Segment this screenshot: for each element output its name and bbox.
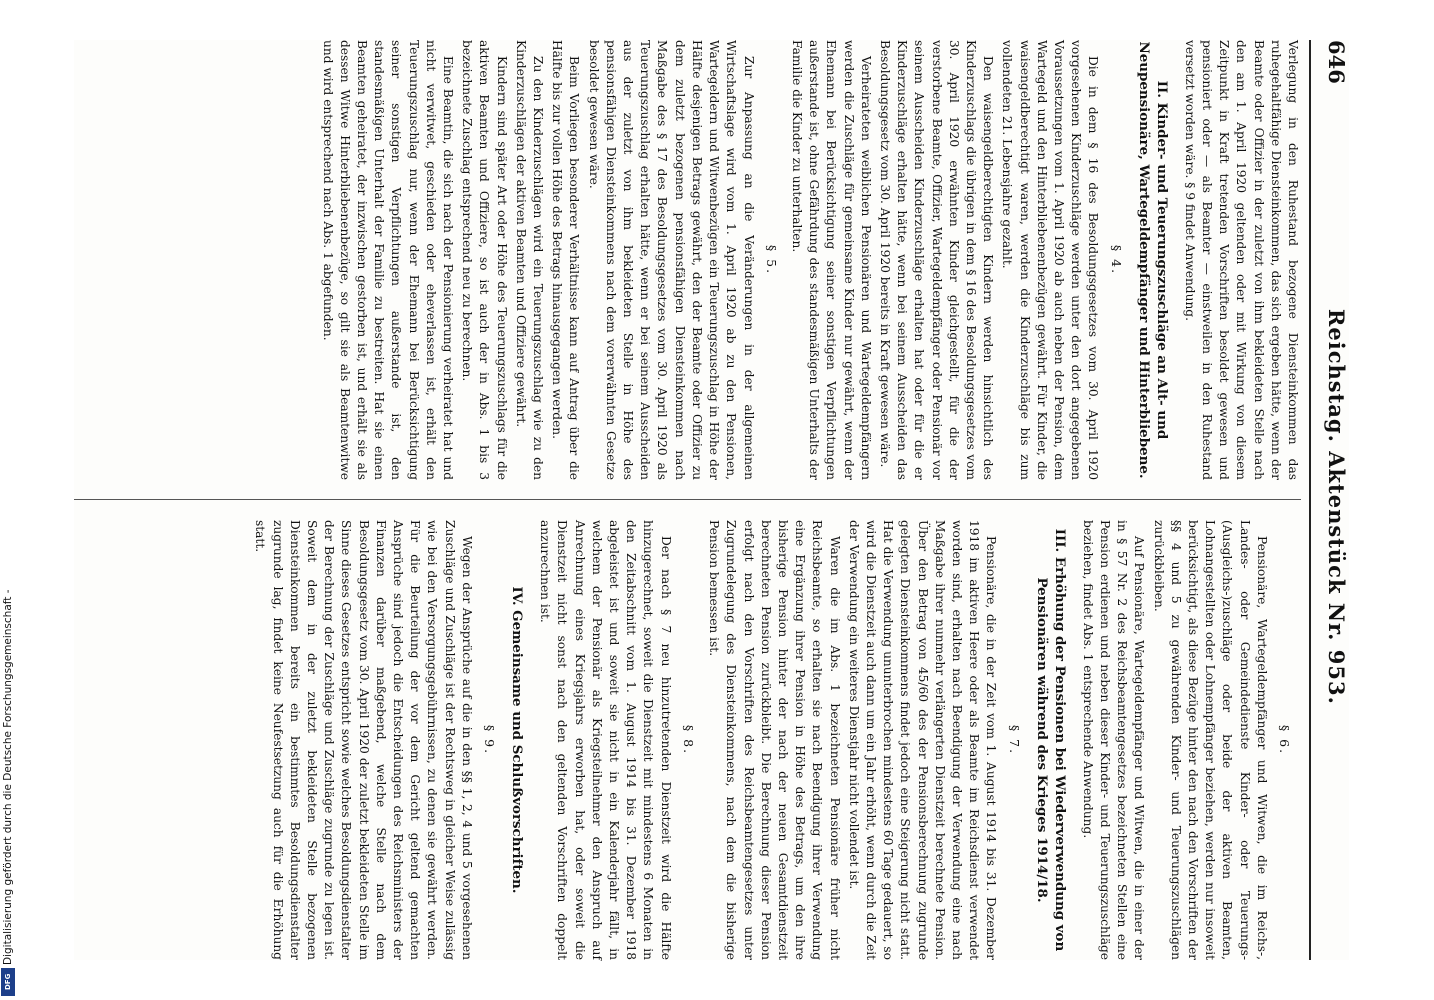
paragraph: Zu den Kinderzuschlägen wird ein Teuerungszuschlag wie zu den Kinderzuschlägen der aktiven Beamten und Offiziere gewährt. [513, 40, 546, 480]
paragraph-number: § 7. [1006, 724, 1022, 756]
paragraph: Wegen der Ansprüche auf die in den §§ 1, 2, 4 und 5 vorgesehenen Zuschläge und Zuschläge ist der Rechtsweg in gleicher Weise zulässig wie bei den Versorgungsgebührnissen, zu denen sie gewährt werden. Für die Beurteilung der vor dem Gericht geltend gemachten Ansprüche sind jedoch die Entscheidungen des Reichsministers der Finanzen darüber maßgebend, welche Stelle nach dem Besoldungsgesetz vom 30. April 1920 der zuletzt bekleideten Stelle im Sinne dieses Gesetzes entspricht sowie welches Besoldungsdienstalter der Berechnung der Zuschläge und Zuschläge zugrunde zu legen ist. Soweit dem in der zuletzt bekleideten Stelle bezogenen Diensteinkommen bereits ein bestimmtes Besoldungsdienstalter zugrunde lag, findet keine Neufestsetzung auch für die Erhöhung statt. [253, 520, 474, 960]
paragraph-number: § 5. [763, 244, 779, 276]
paragraph: Zur Anpassung an die Veränderungen in der allgemeinen Wirtschaftslage wird vom 1. April 1920 ab zu den Pensionen, Wartegeldern und Witwenbezügen ein Teuerungszuschlag in Höhe der Hälfte desjenigen Betrags gewährt, den der Beamte oder Offizier zu dem zuletzt bezogenen pensionsfähigen Diensteinkommen nach Maßgabe des § 17 des Besoldungsgesetzes vom 30. April 1920 als Teuerungszuschlag erhalten hätte, wenn er bei seinem Ausscheiden aus der zuletzt von ihm bekleideten Stelle in Höhe des pensionsfähigen Diensteinkommens nach dem vorerwähnten Gesetze besoldet gewesen wäre. [586, 40, 756, 480]
digitization-credit: Digitalisierung gefördert durch die Deutsche Forschungsgemeinschaft - [2, 589, 14, 965]
section-heading: II. Kinder- und Teuerungszuschläge an Alt- und Neupensionäre, Wartegeldempfänger und Hinterbliebene. [1135, 41, 1170, 479]
paragraph: Kindern sind später Art oder Höhe des Teuerungszuschlags für die aktiven Beamten und Offiziere, so ist auch der in Abs. 1 bis 3 bezeichnete Zuschlag entsprechend neu zu berechnen. [460, 40, 509, 480]
header-rule [1309, 40, 1311, 960]
paragraph: Die in dem § 16 des Besoldungsgesetzes vom 30. April 1920 vorgesehenen Kinderzuschläge werden unter den dort angegebenen Voraussetzungen vom 1. April 1920 ab auch neben der Pension, dem Wartegeld und den Hinterbliebenenbezügen gewährt. Für Kinder, die waisengeldberechtigt waren, werden die Kinderzuschläge bis zum vollendeten 21. Lebensjahre gezahlt. [1000, 40, 1101, 480]
paragraph: Pensionäre, Wartegeldempfänger und Witwen, die im Reichs-, Landes- oder Gemeindedienste Kinder- oder Teuerungs-(Ausgleichs-)zuschläge oder beide der aktiven Beamten, Lohnangestellten oder Lohnempfänger beziehen, werden nur insoweit berücksichtigt, als diese Bezüge hinter den nach den Vorschriften der §§ 4 und 5 zu gewährenden Kinder- und Teuerungszuschlägen zurückbleiben. [1151, 520, 1269, 960]
paragraph: Pensionäre, die in der Zeit vom 1. August 1914 bis 31. Dezember 1918 im aktiven Heere oder als Beamte im Reichsdienst verwendet worden sind, erhalten nach Beendigung der Verwendung eine nach Maßgabe ihrer nunmehr verlängerten Dienstzeit berechnete Pension. Über den Betrag von 45/60 des der Pensionsberechnung zugrunde gelegten Diensteinkommens findet jedoch eine Steigerung nicht statt. Hat die Verwendung ununterbrochen mindestens 60 Tage gedauert, so wird die Dienstzeit auch dann um ein Jahr erhöht, wenn durch die Zeit der Verwendung ein weiteres Dienstjahr nicht vollendet ist. [846, 520, 999, 960]
column-divider [74, 499, 1301, 500]
paragraph-number: § 8. [680, 724, 696, 756]
paragraph: Beim Vorliegen besonderer Verhältnisse kann auf Antrag über die Hälfte bis zur vollen Höhe des Betrags hinausgegangen werden. [550, 40, 582, 480]
paragraph: Verheirateten weiblichen Pensionären und Wartegeldempfängern werden die Zuschläge für gemeinsame Kinder nur gewährt, wenn der Ehemann bei Berücksichtigung seiner sonstigen Verpflichtungen außerstande ist, ohne Gefährdung des standesmäßigen Unterhalts der Familie die Kinder zu unterhalten. [789, 40, 873, 480]
paragraph: Der nach § 7 neu hinzutretenden Dienstzeit wird die Hälfte hinzugerechnet, soweit die Dienstzeit mit mindestens 6 Monaten in den Zeitabschnitt vom 1. August 1914 bis 31. Dezember 1918 abgeleistet ist und soweit sie nicht in ein Kalenderjahr fällt, in welchem der Pensionär als Kriegsteilnehmer den Anspruch auf Anrechnung eines Kriegsjahrs erworben hat, oder soweit die Dienstzeit nicht sonst nach den geltenden Vorschriften doppelt anzurechnen ist. [538, 520, 673, 960]
left-column [74, 40, 1301, 480]
paragraph: Eine Beamtin, die sich nach der Pensionierung verheiratet hat und nicht verwitwet, geschieden oder eheverlassen ist, erhält den Teuerungszuschlag nur, wenn der Ehemann bei Berücksichtigung seiner sonstigen Verpflichtungen außerstande ist, den standesmäßigen Unterhalt der Familie zu bestreiten. Hat sie einen Beamten geheiratet, der inzwischen gestorben ist, und erhält sie als dessen Witwe Hinterbliebenenbezüge, so gilt sie als Beamtenwitwe und wird entsprechend nach Abs. 1 abgefunden. [320, 40, 456, 480]
page-header [1317, 40, 1349, 960]
document-page [74, 40, 1349, 960]
page-title: Reichstag. Aktenstück Nr. 953. [1324, 308, 1349, 705]
paragraph: Auf Pensionäre, Wartegeldempfänger und Witwen, die in einer der in § 57 Nr. 2 des Reichsbeamtengesetzes bezeichneten Stellen eine Pension erdienen und neben dieser Kinder- und Teuerungszuschläge beziehen, findet Abs. 1 entsprechende Anwendung. [1080, 520, 1147, 960]
paragraph: Den waisengeldberechtigten Kindern werden hinsichtlich des Kinderzuschlags die übrigen in dem § 16 des Besoldungsgesetzes vom 30. April 1920 erwähnten Kinder gleichgestellt, für die der verstorbene Beamte, Offizier, Wartegeldempfänger oder Pensionär vor seinem Ausscheiden Kinderzuschläge erhalten hat oder für die er Kinderzuschläge erhalten hätte, wenn bei seinem Ausscheiden das Besoldungsgesetz vom 30. April 1920 bereits in Kraft gewesen wäre. [877, 40, 996, 480]
right-column [74, 520, 1301, 960]
page-number: 646 [1324, 40, 1349, 84]
section-heading: III. Erhöhung der Pensionen bei Wiederverwendung von Pensionären während des Krieges 1914/18. [1033, 528, 1068, 952]
paragraph-number: § 4. [1108, 244, 1124, 276]
paragraph-number: § 6. [1277, 724, 1292, 756]
section-heading: IV. Gemeinsame und Schlußvorschriften. [509, 586, 526, 894]
dfg-logo: DFG [1, 968, 15, 996]
paragraph: Verlegung in den Ruhestand bezogene Diensteinkommen das ruhegehaltfähige Diensteinkommen, das sich ergeben hätte, wenn der Beamte oder Offizier in der zuletzt von ihm bekleideten Stelle nach den am 1. April 1920 geltenden oder mit Wirkung von diesem Zeitpunkt in Kraft tretenden Vorschriften besoldet gewesen und pensioniert oder — als Beamter — einstweilen in den Ruhestand versetzt worden wäre. § 9 findet Anwendung. [1182, 40, 1300, 480]
paragraph: Waren die im Abs. 1 bezeichneten Pensionäre früher nicht Reichsbeamte, so erhalten sie nach Beendigung ihrer Verwendung eine Ergänzung ihrer Pension in Höhe des Betrags, um den ihre bisherige Pension hinter der nach der neuen Gesamtdienstzeit berechneten Pension zurückbleibt. Die Berechnung dieser Pension erfolgt nach den Vorschriften des Reichsbeamtengesetzes unter Zugrundelegung des Diensteinkommens, nach dem die bisherige Pension bemessen ist. [707, 520, 842, 960]
paragraph-number: § 9. [482, 724, 498, 756]
